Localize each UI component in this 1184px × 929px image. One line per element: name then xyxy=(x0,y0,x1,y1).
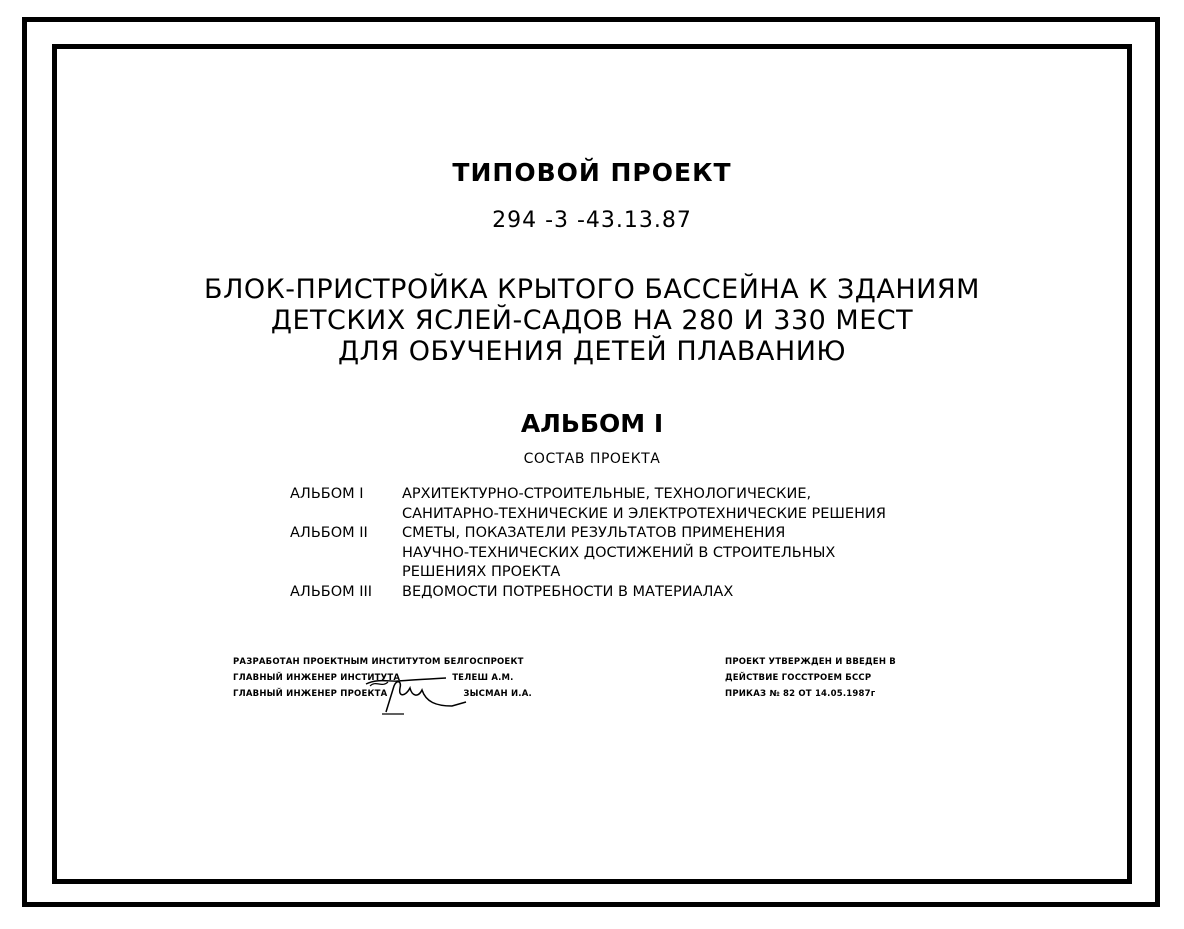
developer-line: РАЗРАБОТАН ПРОЕКТНЫМ ИНСТИТУТОМ БЕЛГОСПРОЕКТ xyxy=(233,657,524,667)
contents-text: ВЕДОМОСТИ ПОТРЕБНОСТИ В МАТЕРИАЛАХ xyxy=(402,583,734,600)
chief-engineer-institute-role: ГЛАВНЫЙ ИНЖЕНЕР ИНСТИТУТА xyxy=(233,673,401,683)
contents-text: АРХИТЕКТУРНО-СТРОИТЕЛЬНЫЕ, ТЕХНОЛОГИЧЕСКИЕ, САНИТАРНО-ТЕХНИЧЕСКИЕ И ЭЛЕКТРОТЕХНИЧЕСКИЕ РЕШЕНИЯ xyxy=(402,486,886,522)
chief-engineer-project-name: ЗЫСМАН И.А. xyxy=(463,689,532,699)
contents-item xyxy=(290,485,886,524)
album-heading: АЛЬБОМ I xyxy=(520,409,664,438)
project-name-line: ДЕТСКИХ ЯСЛЕЙ-САДОВ НА 280 И 330 МЕСТ xyxy=(270,305,914,336)
chief-engineer-institute-name: ТЕЛЕШ А.М. xyxy=(452,673,514,683)
contents-heading: СОСТАВ ПРОЕКТА xyxy=(523,451,661,467)
project-name xyxy=(0,274,1184,367)
contents-item xyxy=(290,583,886,603)
contents-list xyxy=(290,485,886,602)
contents-album: АЛЬБОМ I xyxy=(290,486,364,502)
chief-engineer-project-role: ГЛАВНЫЙ ИНЖЕНЕР ПРОЕКТА xyxy=(233,689,388,699)
signature-zysman xyxy=(380,672,470,722)
approval-line: ПРОЕКТ УТВЕРЖДЕН И ВВЕДЕН В xyxy=(725,657,896,667)
approval-block xyxy=(725,654,896,702)
project-name-line: ДЛЯ ОБУЧЕНИЯ ДЕТЕЙ ПЛАВАНИЮ xyxy=(337,336,847,367)
approval-line: ДЕЙСТВИЕ ГОССТРОЕМ БССР xyxy=(725,673,872,683)
contents-album: АЛЬБОМ III xyxy=(290,583,373,600)
contents-text: СМЕТЫ, ПОКАЗАТЕЛИ РЕЗУЛЬТАТОВ ПРИМЕНЕНИЯ НАУЧНО-ТЕХНИЧЕСКИХ ДОСТИЖЕНИЙ В СТРОИТЕЛЬНЫХ РЕШЕНИЯХ ПРОЕКТА xyxy=(402,525,836,580)
contents-album: АЛЬБОМ II xyxy=(290,525,368,541)
approval-line: ПРИКАЗ № 82 ОТ 14.05.1987г xyxy=(725,689,876,699)
contents-item xyxy=(290,524,886,583)
project-code: 294 -3 -43.13.87 xyxy=(492,208,692,233)
project-name-line: БЛОК-ПРИСТРОЙКА КРЫТОГО БАССЕЙНА К ЗДАНИЯМ xyxy=(204,274,980,305)
document-title: ТИПОВОЙ ПРОЕКТ xyxy=(452,158,732,187)
